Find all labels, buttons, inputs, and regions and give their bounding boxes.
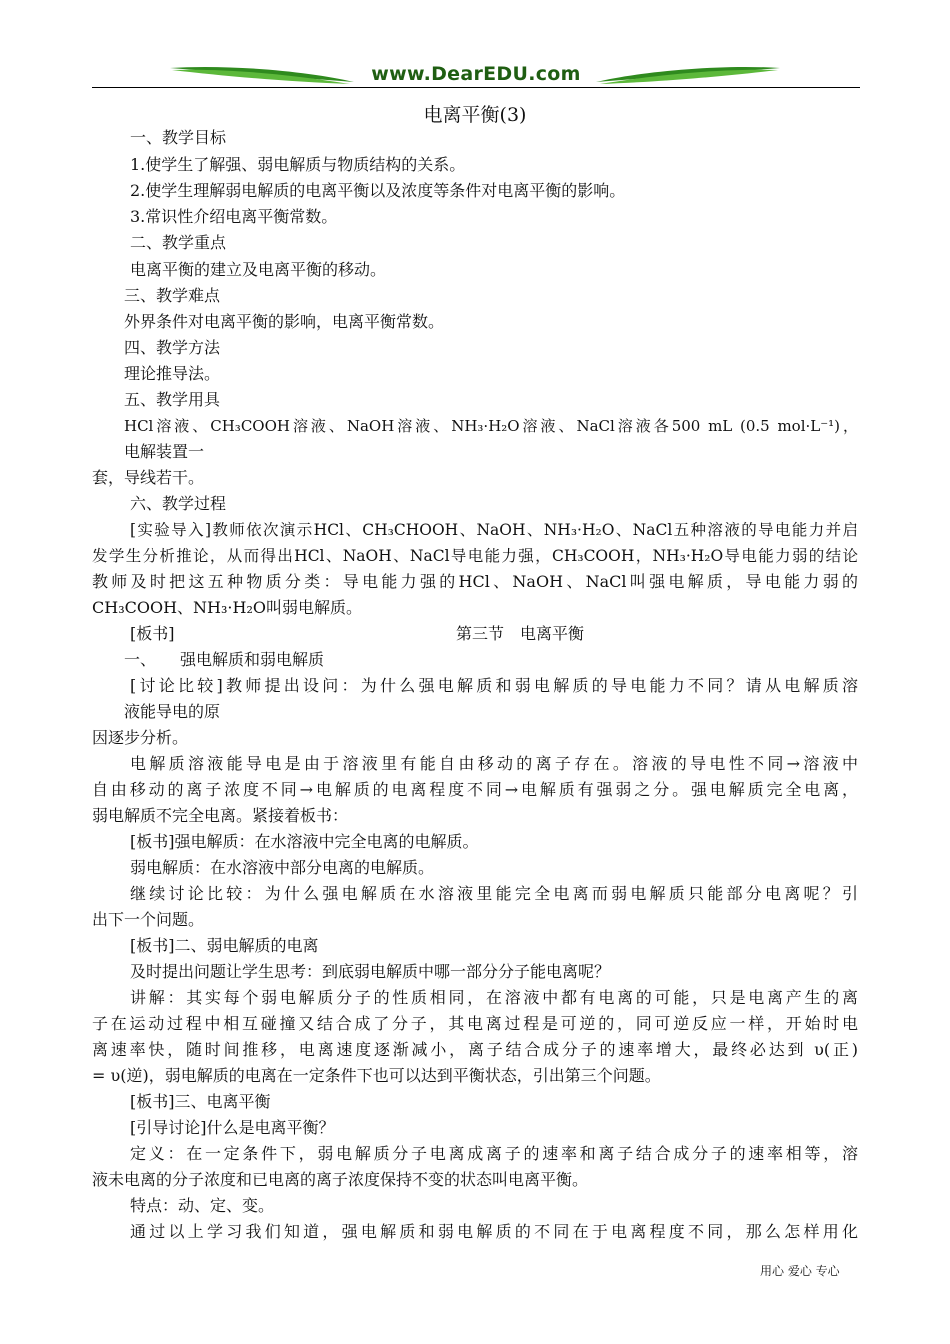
body-line: HCl溶液、CH₃COOH溶液、NaOH溶液、NH₃·H₂O溶液、NaCl溶液各500 mL (0.5 mol·L⁻¹)， [124,417,858,435]
body-line: 理论推导法。 [124,364,221,383]
body-line: 讲解：其实每个弱电解质分子的性质相同，在溶液中都有电离的可能，只是电离产生的离 [130,988,858,1007]
body-line: = υ(逆)，弱电解质的电离在一定条件下也可以达到平衡状态，引出第三个问题。 [92,1066,661,1085]
section-heading: 一、 强电解质和弱电解质 [124,650,325,669]
body-line: 子在运动过程中相互碰撞又结合成了分子，其电离过程是可逆的，同可逆反应一样，开始时电 [92,1014,858,1033]
body-line: [板书]三、电离平衡 [130,1092,271,1111]
body-line: [讨论比较]教师提出设问：为什么强电解质和弱电解质的导电能力不同？请从电解质溶 [130,676,858,695]
site-url: www.DearEDU.com [371,63,581,85]
body-line: 发学生分析推论，从而得出HCl、NaOH、NaCl导电能力强，CH₃COOH，NH₃·H₂O导电能力弱的结论 [92,547,858,565]
body-line: 自由移动的离子浓度不同→电解质的电离程度不同→电解质有强弱之分。强电解质完全电离， [92,780,858,799]
body-line: 通过以上学习我们知道，强电解质和弱电解质的不同在于电离程度不同，那么怎样用化 [130,1222,858,1241]
body-line: 3.常识性介绍电离平衡常数。 [130,207,338,226]
body-line: [引导讨论]什么是电离平衡？ [130,1118,335,1137]
body-line: 因逐步分析。 [92,728,189,747]
body-line: 弱电解质不完全电离。紧接着板书： [92,806,349,825]
body-line: 2.使学生理解弱电解质的电离平衡以及浓度等条件对电离平衡的影响。 [130,181,626,200]
header-rule [92,87,860,88]
body-line: 电解质溶液能导电是由于溶液里有能自由移动的离子存在。溶液的导电性不同→溶液中 [130,754,858,773]
section-heading: 二、教学重点 [130,233,227,252]
section-heading: 六、教学过程 [130,494,227,513]
body-line: 特点：动、定、变。 [130,1196,275,1215]
body-line: [实验导入]教师依次演示HCl、CH₃CHOOH、NaOH、NH₃·H₂O、NaCl五种溶液的导电能力并启 [130,521,858,539]
body-line: 套，导线若干。 [92,468,205,487]
section-title: 第三节 电离平衡 [456,624,585,643]
body-line: 教师及时把这五种物质分类：导电能力强的HCl、NaOH、NaCl叫强电解质，导电能力弱的 [92,572,858,591]
section-heading: 一、教学目标 [130,128,227,147]
body-line: 定义：在一定条件下，弱电解质分子电离成离子的速率和离子结合成分子的速率相等，溶 [130,1144,858,1163]
section-heading: 五、教学用具 [124,390,221,409]
body-line: 继续讨论比较：为什么强电解质在水溶液里能完全电离而弱电解质只能部分电离呢？引 [130,884,858,903]
body-line: 出下一个问题。 [92,910,205,929]
body-line: 电解装置一 [124,442,205,461]
body-line: 及时提出问题让学生思考：到底弱电解质中哪一部分分子能电离呢？ [130,962,611,981]
site-header [92,60,860,94]
body-line: 液能导电的原 [124,702,221,721]
body-line: 1.使学生了解强、弱电解质与物质结构的关系。 [130,155,466,174]
section-heading: 四、教学方法 [124,338,221,357]
section-heading: 三、教学难点 [124,286,221,305]
body-line: [板书]强电解质：在水溶液中完全电离的电解质。 [130,832,479,851]
body-line: 弱电解质：在水溶液中部分电离的电解质。 [130,858,435,877]
body-line: 外界条件对电离平衡的影响，电离平衡常数。 [124,312,445,331]
body-line: 电离平衡的建立及电离平衡的移动。 [130,260,387,279]
body-line: 离速率快，随时间推移，电离速度逐渐减小，离子结合成分子的速率增大，最终必达到 υ(正) [92,1040,858,1059]
page-title: 电离平衡(3) [423,104,527,126]
body-line: CH₃COOH、NH₃·H₂O叫弱电解质。 [92,598,362,617]
page-footer: 用心 爱心 专心 [760,1264,840,1278]
body-line: 液未电离的分子浓度和已电离的离子浓度保持不变的状态叫电离平衡。 [92,1170,589,1189]
body-line: [板书]二、弱电解质的电离 [130,936,319,955]
board-label: [板书] [130,624,175,643]
